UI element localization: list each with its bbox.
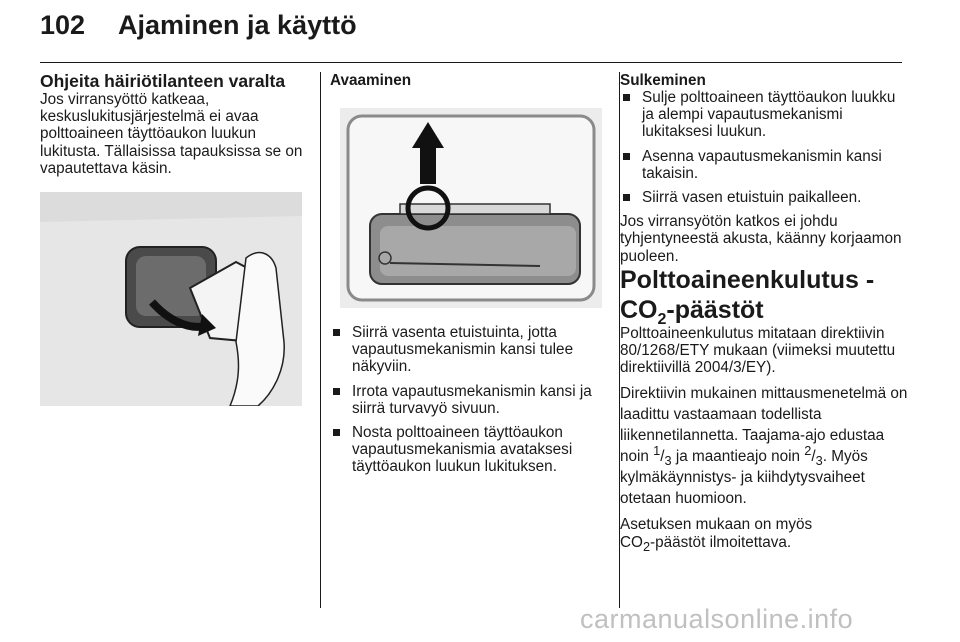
section-heading-closing: Sulkeminen — [620, 72, 706, 89]
malfunction-text: Jos virransyöttö katkeaa, keskuslukitusjärjestelmä ei avaa polttoaineen täyttöaukon luukun lukitusta. Tällaisissa tapauksissa se on vapautettava käsin. — [40, 91, 303, 177]
section-heading-opening: Avaaminen — [330, 72, 412, 89]
page-title: Ajaminen ja käyttö — [118, 10, 357, 40]
section-heading-malfunction: Ohjeita häiriötilanteen varalta — [40, 71, 286, 91]
column-2 — [330, 72, 608, 89]
column-3 — [620, 72, 910, 554]
list-item: Siirrä vasen etuistuin paikalleen. — [620, 189, 910, 206]
list-item: Asenna vapautusmekanismin kansi takaisin. — [620, 148, 910, 182]
closing-list — [620, 89, 910, 206]
directive-text: Polttoaineenkulutus mitataan direktiivin 80/1268/ETY mukaan (viimeksi muutettu direktiivillä 2004/3/EY). — [620, 324, 896, 377]
watermark: carmanualsonline.info — [580, 604, 854, 634]
battery-note: Jos virransyötön katkos ei johdu tyhjentyneestä akusta, käänny korjaamon puoleen. — [620, 213, 902, 265]
opening-list — [330, 324, 608, 476]
fuel-door-illustration — [40, 192, 302, 406]
list-item: Siirrä vasenta etuistuinta, jotta vapautusmekanismin kansi tulee näkyviin. — [330, 324, 608, 376]
page-number: 102 — [40, 10, 86, 40]
column-divider-1 — [320, 72, 321, 608]
co2-note: Asetuksen mukaan on myös $CO_2$-päästöt ilmoitettava. — [620, 516, 813, 554]
section-heading-fuel-consumption: Polttoaineenkulutus - $CO_2$-päästöt — [620, 265, 875, 328]
header-rule — [40, 62, 902, 63]
list-item: Nosta polttoaineen täyttöaukon vapautusmekanismia avataksesi täyttöaukon luukun lukituksen. — [330, 424, 608, 476]
list-item: Irrota vapautusmekanismin kansi ja siirrä turvavyö sivuun. — [330, 383, 608, 417]
measurement-text: Direktiivin mukainen mittausmenetelmä on laadittu vastaamaan todellista liikennetilannetta. Taajama-ajo edustaa noin $^1/_3$ ja maantieajo noin $^2/_3$. Myös kylmäkäynnistys- ja kiihdytysvaiheet otetaan huomioon. — [620, 385, 908, 508]
page-header — [0, 0, 960, 60]
column-1 — [40, 72, 310, 177]
release-mechanism-illustration — [340, 108, 602, 308]
opening-steps — [330, 324, 608, 483]
list-item: Sulje polttoaineen täyttöaukon luukku ja alempi vapautusmekanismi lukitaksesi luukun. — [620, 89, 910, 141]
